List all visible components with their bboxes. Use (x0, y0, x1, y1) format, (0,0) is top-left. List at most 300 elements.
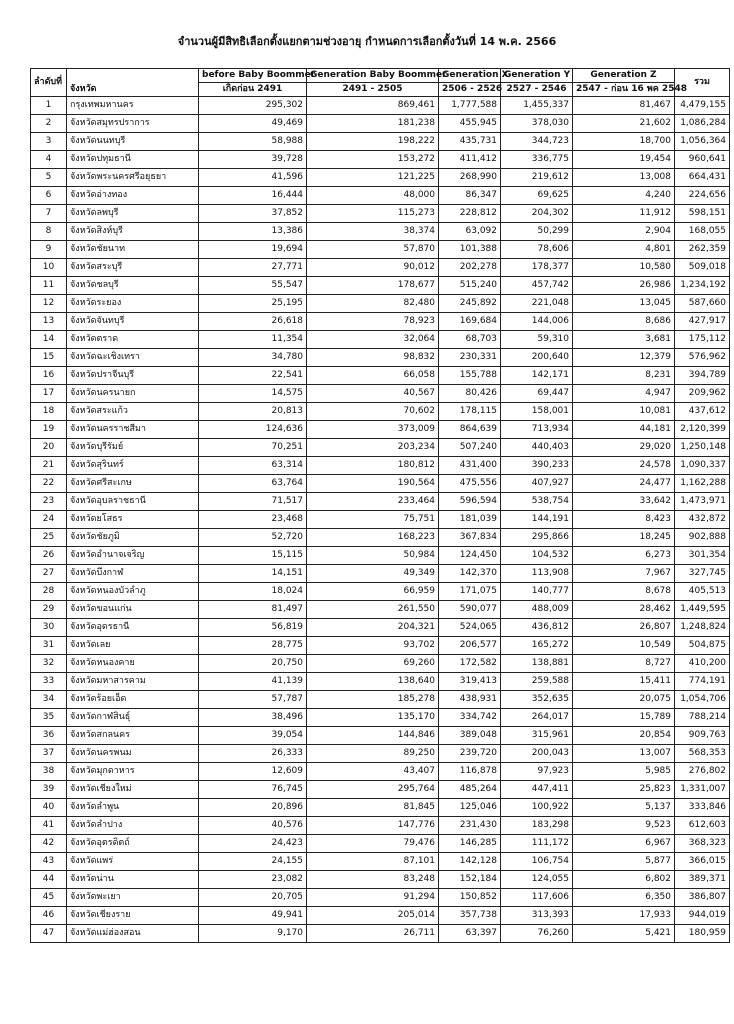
table-row (31, 781, 730, 799)
cell-before-boomer: 9,170 (199, 925, 307, 943)
cell-province: จังหวัดแม่ฮ่องสอน (67, 925, 199, 943)
cell-total: 1,331,007 (675, 781, 730, 799)
cell-before-boomer: 52,720 (199, 529, 307, 547)
cell-before-boomer: 14,575 (199, 385, 307, 403)
table-row (31, 187, 730, 205)
header-gen-name: Generation Z (573, 69, 675, 83)
cell-gen-z: 24,477 (573, 475, 675, 493)
cell-total: 1,473,971 (675, 493, 730, 511)
table-row (31, 115, 730, 133)
cell-gen-x: 80,426 (439, 385, 501, 403)
cell-gen-z: 10,549 (573, 637, 675, 655)
cell-gen-x: 152,184 (439, 871, 501, 889)
table-row (31, 709, 730, 727)
cell-seq: 39 (31, 781, 67, 799)
cell-before-boomer: 81,497 (199, 601, 307, 619)
cell-seq: 23 (31, 493, 67, 511)
cell-total: 509,018 (675, 259, 730, 277)
cell-province: จังหวัดกาฬสินธุ์ (67, 709, 199, 727)
cell-before-boomer: 18,024 (199, 583, 307, 601)
cell-gen-y: 138,881 (501, 655, 573, 673)
cell-seq: 7 (31, 205, 67, 223)
cell-baby-boomer: 98,832 (307, 349, 439, 367)
table-row (31, 259, 730, 277)
cell-gen-x: 590,077 (439, 601, 501, 619)
table-row (31, 853, 730, 871)
cell-gen-x: 357,738 (439, 907, 501, 925)
cell-seq: 35 (31, 709, 67, 727)
table-row (31, 151, 730, 169)
table-row (31, 457, 730, 475)
cell-seq: 45 (31, 889, 67, 907)
table-row (31, 763, 730, 781)
cell-total: 664,431 (675, 169, 730, 187)
cell-gen-z: 8,686 (573, 313, 675, 331)
cell-before-boomer: 28,775 (199, 637, 307, 655)
cell-gen-y: 713,934 (501, 421, 573, 439)
cell-province: จังหวัดสุรินทร์ (67, 457, 199, 475)
cell-gen-x: 150,852 (439, 889, 501, 907)
table-row (31, 241, 730, 259)
cell-seq: 36 (31, 727, 67, 745)
cell-gen-z: 4,801 (573, 241, 675, 259)
table-row (31, 529, 730, 547)
cell-seq: 11 (31, 277, 67, 295)
cell-before-boomer: 26,333 (199, 745, 307, 763)
cell-before-boomer: 38,496 (199, 709, 307, 727)
cell-baby-boomer: 295,764 (307, 781, 439, 799)
table-row (31, 205, 730, 223)
cell-baby-boomer: 190,564 (307, 475, 439, 493)
cell-baby-boomer: 121,225 (307, 169, 439, 187)
cell-before-boomer: 37,852 (199, 205, 307, 223)
cell-gen-z: 12,379 (573, 349, 675, 367)
cell-baby-boomer: 69,260 (307, 655, 439, 673)
cell-baby-boomer: 75,751 (307, 511, 439, 529)
cell-before-boomer: 57,787 (199, 691, 307, 709)
cell-total: 504,875 (675, 637, 730, 655)
cell-seq: 21 (31, 457, 67, 475)
cell-province: จังหวัดมหาสารคาม (67, 673, 199, 691)
cell-gen-x: 431,400 (439, 457, 501, 475)
header-gen-range: 2491 - 2505 (307, 83, 439, 97)
cell-gen-y: 440,403 (501, 439, 573, 457)
cell-total: 405,513 (675, 583, 730, 601)
cell-baby-boomer: 185,278 (307, 691, 439, 709)
cell-baby-boomer: 233,464 (307, 493, 439, 511)
cell-province: จังหวัดพระนครศรีอยุธยา (67, 169, 199, 187)
cell-province: จังหวัดฉะเชิงเทรา (67, 349, 199, 367)
cell-seq: 44 (31, 871, 67, 889)
header-gen-name: before Baby Boommer (199, 69, 307, 83)
cell-province: จังหวัดพะเยา (67, 889, 199, 907)
cell-gen-x: 485,264 (439, 781, 501, 799)
header-gen-name: Generation Baby Boommer (307, 69, 439, 83)
cell-gen-y: 50,299 (501, 223, 573, 241)
header-row-names (31, 69, 730, 83)
cell-gen-z: 17,933 (573, 907, 675, 925)
cell-total: 902,888 (675, 529, 730, 547)
cell-total: 366,015 (675, 853, 730, 871)
table-row (31, 817, 730, 835)
table-row (31, 97, 730, 115)
cell-total: 175,112 (675, 331, 730, 349)
table-row (31, 673, 730, 691)
header-seq: ลำดับที่ (31, 69, 67, 97)
cell-seq: 26 (31, 547, 67, 565)
cell-baby-boomer: 93,702 (307, 637, 439, 655)
cell-baby-boomer: 147,776 (307, 817, 439, 835)
cell-baby-boomer: 89,250 (307, 745, 439, 763)
cell-total: 774,191 (675, 673, 730, 691)
cell-province: จังหวัดบึงกาฬ (67, 565, 199, 583)
cell-gen-z: 20,854 (573, 727, 675, 745)
cell-before-boomer: 25,195 (199, 295, 307, 313)
cell-baby-boomer: 198,222 (307, 133, 439, 151)
cell-before-boomer: 22,541 (199, 367, 307, 385)
cell-gen-x: 367,834 (439, 529, 501, 547)
cell-baby-boomer: 78,923 (307, 313, 439, 331)
cell-total: 389,371 (675, 871, 730, 889)
cell-gen-x: 172,582 (439, 655, 501, 673)
cell-province: จังหวัดสระบุรี (67, 259, 199, 277)
cell-seq: 37 (31, 745, 67, 763)
cell-before-boomer: 13,386 (199, 223, 307, 241)
cell-baby-boomer: 90,012 (307, 259, 439, 277)
cell-gen-y: 104,532 (501, 547, 573, 565)
header-gen-range: 2506 - 2526 (439, 83, 501, 97)
cell-total: 909,763 (675, 727, 730, 745)
cell-seq: 34 (31, 691, 67, 709)
cell-province: จังหวัดชลบุรี (67, 277, 199, 295)
cell-seq: 10 (31, 259, 67, 277)
cell-gen-z: 4,947 (573, 385, 675, 403)
cell-baby-boomer: 82,480 (307, 295, 439, 313)
cell-gen-y: 221,048 (501, 295, 573, 313)
cell-gen-y: 111,172 (501, 835, 573, 853)
cell-gen-y: 344,723 (501, 133, 573, 151)
cell-province: จังหวัดมุกดาหาร (67, 763, 199, 781)
cell-gen-y: 264,017 (501, 709, 573, 727)
cell-gen-z: 2,904 (573, 223, 675, 241)
cell-gen-x: 206,577 (439, 637, 501, 655)
cell-baby-boomer: 70,602 (307, 403, 439, 421)
cell-gen-y: 219,612 (501, 169, 573, 187)
cell-gen-y: 113,908 (501, 565, 573, 583)
cell-gen-z: 10,580 (573, 259, 675, 277)
cell-province: จังหวัดสิงห์บุรี (67, 223, 199, 241)
table-row (31, 745, 730, 763)
cell-province: จังหวัดจันทบุรี (67, 313, 199, 331)
cell-gen-y: 204,302 (501, 205, 573, 223)
table-row (31, 313, 730, 331)
cell-province: จังหวัดปทุมธานี (67, 151, 199, 169)
cell-baby-boomer: 373,009 (307, 421, 439, 439)
cell-province: จังหวัดอุบลราชธานี (67, 493, 199, 511)
cell-gen-x: 438,931 (439, 691, 501, 709)
cell-gen-x: 155,788 (439, 367, 501, 385)
cell-gen-y: 457,742 (501, 277, 573, 295)
cell-total: 944,019 (675, 907, 730, 925)
cell-seq: 14 (31, 331, 67, 349)
cell-gen-y: 200,640 (501, 349, 573, 367)
cell-gen-x: 146,285 (439, 835, 501, 853)
cell-gen-x: 178,115 (439, 403, 501, 421)
cell-total: 437,612 (675, 403, 730, 421)
table-row (31, 619, 730, 637)
table-row (31, 691, 730, 709)
cell-province: จังหวัดลำพูน (67, 799, 199, 817)
cell-before-boomer: 295,302 (199, 97, 307, 115)
cell-gen-x: 389,048 (439, 727, 501, 745)
cell-total: 1,162,288 (675, 475, 730, 493)
cell-province: จังหวัดสระแก้ว (67, 403, 199, 421)
cell-gen-x: 319,413 (439, 673, 501, 691)
cell-total: 262,359 (675, 241, 730, 259)
cell-baby-boomer: 87,101 (307, 853, 439, 871)
cell-seq: 8 (31, 223, 67, 241)
table-row (31, 583, 730, 601)
cell-province: จังหวัดชัยนาท (67, 241, 199, 259)
cell-seq: 25 (31, 529, 67, 547)
cell-baby-boomer: 203,234 (307, 439, 439, 457)
cell-province: จังหวัดลพบุรี (67, 205, 199, 223)
cell-gen-y: 183,298 (501, 817, 573, 835)
cell-before-boomer: 70,251 (199, 439, 307, 457)
cell-province: จังหวัดสมุทรปราการ (67, 115, 199, 133)
cell-seq: 32 (31, 655, 67, 673)
cell-total: 327,745 (675, 565, 730, 583)
cell-before-boomer: 58,988 (199, 133, 307, 151)
cell-province: จังหวัดร้อยเอ็ด (67, 691, 199, 709)
cell-gen-z: 6,967 (573, 835, 675, 853)
cell-gen-y: 144,006 (501, 313, 573, 331)
cell-province: จังหวัดเชียงใหม่ (67, 781, 199, 799)
cell-gen-x: 202,278 (439, 259, 501, 277)
table-body (31, 97, 730, 943)
cell-gen-y: 100,922 (501, 799, 573, 817)
cell-gen-x: 116,878 (439, 763, 501, 781)
cell-baby-boomer: 168,223 (307, 529, 439, 547)
cell-gen-z: 13,008 (573, 169, 675, 187)
table-row (31, 349, 730, 367)
cell-gen-x: 63,092 (439, 223, 501, 241)
cell-gen-z: 21,602 (573, 115, 675, 133)
cell-seq: 43 (31, 853, 67, 871)
cell-total: 598,151 (675, 205, 730, 223)
cell-seq: 13 (31, 313, 67, 331)
cell-gen-x: 101,388 (439, 241, 501, 259)
cell-province: จังหวัดเชียงราย (67, 907, 199, 925)
table-row (31, 475, 730, 493)
cell-province: จังหวัดนครราชสีมา (67, 421, 199, 439)
cell-baby-boomer: 205,014 (307, 907, 439, 925)
header-gen-range: เกิดก่อน 2491 (199, 83, 307, 97)
cell-province: จังหวัดหนองคาย (67, 655, 199, 673)
cell-seq: 9 (31, 241, 67, 259)
cell-province: จังหวัดปราจีนบุรี (67, 367, 199, 385)
cell-gen-y: 390,233 (501, 457, 573, 475)
header-gen-name: Generation X (439, 69, 501, 83)
cell-gen-x: 245,892 (439, 295, 501, 313)
table-row (31, 871, 730, 889)
table-row (31, 385, 730, 403)
table-row (31, 655, 730, 673)
cell-baby-boomer: 91,294 (307, 889, 439, 907)
cell-province: จังหวัดอ่างทอง (67, 187, 199, 205)
cell-before-boomer: 124,636 (199, 421, 307, 439)
cell-gen-z: 20,075 (573, 691, 675, 709)
cell-gen-y: 158,001 (501, 403, 573, 421)
cell-total: 276,802 (675, 763, 730, 781)
cell-total: 568,353 (675, 745, 730, 763)
cell-gen-y: 538,754 (501, 493, 573, 511)
cell-total: 1,250,148 (675, 439, 730, 457)
cell-gen-y: 69,625 (501, 187, 573, 205)
table-row (31, 421, 730, 439)
cell-total: 333,846 (675, 799, 730, 817)
cell-gen-y: 124,055 (501, 871, 573, 889)
cell-total: 1,086,284 (675, 115, 730, 133)
cell-gen-y: 76,260 (501, 925, 573, 943)
table-row (31, 331, 730, 349)
cell-gen-y: 106,754 (501, 853, 573, 871)
cell-seq: 17 (31, 385, 67, 403)
cell-gen-y: 69,447 (501, 385, 573, 403)
cell-total: 410,200 (675, 655, 730, 673)
cell-gen-x: 63,397 (439, 925, 501, 943)
cell-gen-z: 33,642 (573, 493, 675, 511)
cell-baby-boomer: 43,407 (307, 763, 439, 781)
cell-gen-x: 171,075 (439, 583, 501, 601)
cell-seq: 2 (31, 115, 67, 133)
cell-total: 587,660 (675, 295, 730, 313)
cell-total: 576,962 (675, 349, 730, 367)
cell-gen-z: 6,350 (573, 889, 675, 907)
cell-before-boomer: 39,054 (199, 727, 307, 745)
cell-gen-z: 29,020 (573, 439, 675, 457)
cell-gen-y: 447,411 (501, 781, 573, 799)
cell-baby-boomer: 50,984 (307, 547, 439, 565)
cell-gen-z: 6,273 (573, 547, 675, 565)
cell-total: 1,234,192 (675, 277, 730, 295)
table-row (31, 295, 730, 313)
cell-seq: 15 (31, 349, 67, 367)
cell-total: 1,449,595 (675, 601, 730, 619)
cell-baby-boomer: 26,711 (307, 925, 439, 943)
header-total: รวม (675, 69, 730, 97)
cell-gen-x: 1,777,588 (439, 97, 501, 115)
cell-before-boomer: 27,771 (199, 259, 307, 277)
cell-province: จังหวัดอำนาจเจริญ (67, 547, 199, 565)
cell-before-boomer: 26,618 (199, 313, 307, 331)
cell-before-boomer: 41,596 (199, 169, 307, 187)
table-row (31, 547, 730, 565)
cell-gen-x: 142,370 (439, 565, 501, 583)
cell-seq: 42 (31, 835, 67, 853)
cell-gen-z: 5,421 (573, 925, 675, 943)
cell-before-boomer: 49,469 (199, 115, 307, 133)
table-row (31, 835, 730, 853)
cell-gen-y: 200,043 (501, 745, 573, 763)
cell-province: จังหวัดยโสธร (67, 511, 199, 529)
table-row (31, 403, 730, 421)
cell-gen-z: 6,802 (573, 871, 675, 889)
cell-before-boomer: 55,547 (199, 277, 307, 295)
cell-seq: 40 (31, 799, 67, 817)
cell-before-boomer: 34,780 (199, 349, 307, 367)
cell-before-boomer: 63,314 (199, 457, 307, 475)
cell-before-boomer: 16,444 (199, 187, 307, 205)
cell-seq: 19 (31, 421, 67, 439)
cell-baby-boomer: 81,845 (307, 799, 439, 817)
cell-gen-z: 18,700 (573, 133, 675, 151)
cell-total: 1,090,337 (675, 457, 730, 475)
cell-total: 960,641 (675, 151, 730, 169)
table-row (31, 511, 730, 529)
cell-seq: 18 (31, 403, 67, 421)
cell-gen-x: 230,331 (439, 349, 501, 367)
cell-before-boomer: 56,819 (199, 619, 307, 637)
table-row (31, 133, 730, 151)
cell-seq: 27 (31, 565, 67, 583)
cell-total: 1,248,824 (675, 619, 730, 637)
cell-gen-y: 336,775 (501, 151, 573, 169)
cell-total: 301,354 (675, 547, 730, 565)
cell-gen-z: 19,454 (573, 151, 675, 169)
cell-baby-boomer: 57,870 (307, 241, 439, 259)
cell-total: 180,959 (675, 925, 730, 943)
cell-gen-x: 507,240 (439, 439, 501, 457)
cell-before-boomer: 12,609 (199, 763, 307, 781)
cell-gen-x: 596,594 (439, 493, 501, 511)
cell-gen-y: 295,866 (501, 529, 573, 547)
cell-gen-y: 117,606 (501, 889, 573, 907)
table-row (31, 493, 730, 511)
table-row (31, 277, 730, 295)
cell-seq: 47 (31, 925, 67, 943)
cell-province: จังหวัดขอนแก่น (67, 601, 199, 619)
cell-baby-boomer: 181,238 (307, 115, 439, 133)
cell-baby-boomer: 48,000 (307, 187, 439, 205)
cell-gen-z: 5,137 (573, 799, 675, 817)
cell-seq: 30 (31, 619, 67, 637)
cell-before-boomer: 41,139 (199, 673, 307, 691)
cell-gen-z: 26,807 (573, 619, 675, 637)
cell-province: จังหวัดอุดรธานี (67, 619, 199, 637)
cell-seq: 28 (31, 583, 67, 601)
cell-gen-z: 3,681 (573, 331, 675, 349)
cell-baby-boomer: 144,846 (307, 727, 439, 745)
cell-seq: 31 (31, 637, 67, 655)
cell-gen-z: 24,578 (573, 457, 675, 475)
cell-gen-z: 8,231 (573, 367, 675, 385)
cell-province: จังหวัดแพร่ (67, 853, 199, 871)
cell-gen-x: 124,450 (439, 547, 501, 565)
cell-gen-z: 10,081 (573, 403, 675, 421)
cell-gen-z: 4,240 (573, 187, 675, 205)
cell-gen-y: 313,393 (501, 907, 573, 925)
cell-gen-y: 142,171 (501, 367, 573, 385)
cell-before-boomer: 11,354 (199, 331, 307, 349)
cell-gen-x: 239,720 (439, 745, 501, 763)
cell-gen-y: 59,310 (501, 331, 573, 349)
cell-gen-y: 436,812 (501, 619, 573, 637)
cell-before-boomer: 20,750 (199, 655, 307, 673)
cell-seq: 12 (31, 295, 67, 313)
cell-before-boomer: 23,468 (199, 511, 307, 529)
cell-before-boomer: 63,764 (199, 475, 307, 493)
